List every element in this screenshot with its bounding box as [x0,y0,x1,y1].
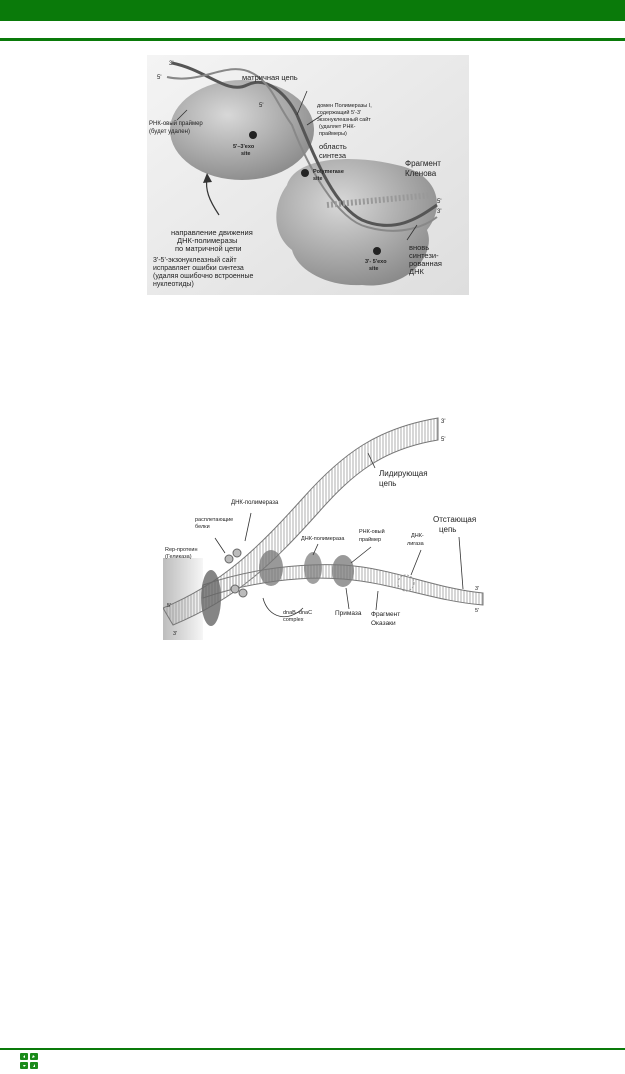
header-bar [0,0,625,21]
exo53-site-label-2: site [241,151,251,157]
end-5-left-label: 5' [167,603,172,609]
rna-primer-label-1: РНК-овый [359,529,385,535]
dna-polymerase-top-label: ДНК-полимераза [231,500,279,506]
rna-primer-label-2: (будет удален) [149,129,190,135]
end-3-top-label: 3' [441,419,446,425]
polymerase-diagram [147,55,469,295]
ssb-ball-1 [225,555,233,563]
newdna-label-1: вновь [409,243,430,252]
okazaki-label-1: Фрагмент [371,611,401,618]
newdna-label-3: рованная [409,259,442,268]
polymerase-top-pointer [245,513,251,541]
ligase-label-2: лигаза [407,541,424,547]
exo35-site-label-1: 3'- 5'exo [365,259,387,265]
end-3-left-label: 3' [173,631,178,637]
klenow-label-2: Кленова [405,169,437,178]
exo35-desc-label-4: нуклеотиды) [153,281,194,288]
primer-pointer [351,547,371,563]
exo35-desc-label-1: 3'-5'-экзонуклеазный сайт [153,257,237,264]
polymerase-site-label-1: Polymerase [313,169,344,175]
strand-5-top-label: 5' [157,75,162,81]
polymerase-site-dot [301,169,309,177]
end-5-right-label: 5' [475,608,480,614]
dna-polymerase-mid-label: ДНК-полимераза [301,536,345,542]
leading-label-1: Лидирующая [379,469,428,478]
ssb-ball-3 [231,585,239,593]
exo35-desc-label-2: исправляет ошибки синтеза [153,265,244,272]
polymerase-figure [147,55,469,295]
replication-fork-figure [163,413,493,640]
polymerase-site-label-2: site [313,176,323,182]
lagging-pointer [459,537,463,589]
ssb-label-2: белки [195,524,210,530]
end-5-top-label: 5' [441,437,446,443]
strand-3-top-label: 3' [169,61,174,67]
strand-5-right-label: 5' [437,199,442,205]
domain-label-5: праймеры) [319,131,347,137]
newdna-label-4: ДНК [409,267,424,276]
ssb-label-1: расплетающие [195,517,234,523]
leading-label-2: цепь [379,479,397,488]
domain-label-1: домен Полимеразы I, [317,103,372,109]
header-rule [0,38,625,41]
synthesis-label-1: область [319,142,347,151]
okazaki-pointer [376,591,378,610]
recycle-logo-icon [20,1053,38,1069]
ssb-pointer [215,538,225,553]
exo53-site-label-1: 5'–3'exo [233,144,255,150]
ssb-ball-4 [239,589,247,597]
rep-label-1: Rep-протеин [165,547,198,553]
polymerase-mid-shape [304,552,322,584]
footer-rule [0,1048,625,1050]
strand-3-right-label: 3' [437,209,442,215]
dnab-label-2: complex [283,617,304,623]
domain-label-4: (удаляет РНК- [319,124,356,130]
logo-graphic [20,1053,38,1069]
rna-primer-label-1: РНК-овый праймер [149,121,203,127]
ssb-ball-2 [233,549,241,557]
replication-fork-diagram [163,413,493,640]
rep-label-2: (Геликаза) [165,554,192,560]
exo35-site-label-2: site [369,266,379,272]
direction-label-1: направление движения [171,228,253,237]
lagging-label-1: Отстающая [433,515,477,524]
klenow-label-1: Фрагмент [405,159,441,168]
domain-label-2: содержащий 5'-3' [317,110,362,116]
end-3-right-label: 3' [475,586,480,592]
okazaki-label-2: Оказаки [371,620,396,627]
lagging-label-2: цепь [439,525,457,534]
polymerase-left-shape [259,550,283,586]
ligase-label-1: ДНК- [411,533,424,539]
direction-label-3: по матричной цепи [175,244,242,253]
domain-label-3: экзонуклеазный сайт [317,117,371,123]
exo53-domain-shape [170,80,314,180]
direction-label-2: ДНК-полимеразы [177,236,238,245]
matrix-strand-label: матричная цепь [242,73,298,82]
strand-5-mid-label: 5' [259,103,264,109]
primase-pointer [346,588,349,609]
newdna-label-2: синтези- [409,251,439,260]
primase-label: Примаза [335,610,362,617]
rna-primer-label-2: праймер [359,537,382,543]
synthesis-label-2: синтеза [319,151,347,160]
ligase-pointer [411,550,421,575]
primase-shape [332,555,354,587]
dnab-label-1: dnaB–dnaC [283,610,313,616]
exo35-desc-label-3: (удаляя ошибочно встроенные [153,273,254,280]
exo35-site-dot [373,247,381,255]
exo53-site-dot [249,131,257,139]
helicase-shape [201,570,221,626]
